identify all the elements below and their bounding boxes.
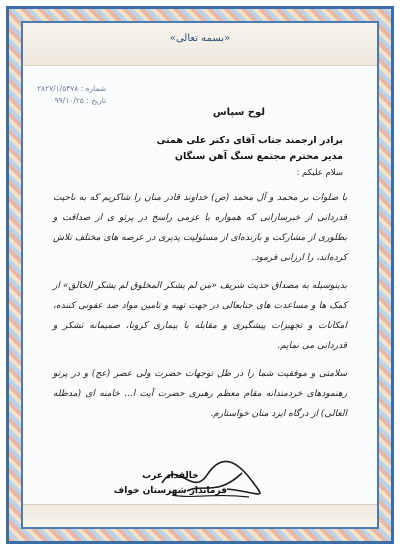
- footer-ornament: [23, 504, 377, 527]
- body-paragraph: با صلوات بر محمد و آل محمد (ص) خداوند قادر منان را شاکریم که به ناحیت قدردانی از خبرسازانی که همواره با عزمی راسخ در پرتو ی از صداقت و بطلوری از مشارکت و بازنده‌ای از مسئولیت پذیری در عرصه های مختلف تلاش کرده‌اند، را ارزانی فرمود.: [53, 193, 347, 263]
- invocation-heading: «بسمه تعالی»: [169, 33, 231, 44]
- body-paragraph: سلامتی و موفقیت شما را در ظل توجهات حضرت ولی عصر (عج) و در پرتو رهنمودهای خردمندانه مقام معظم رهبری حضرت آیت ا... خامنه ای (مدظله العالی) از درگاه ایزد منان خواستارم.: [53, 369, 347, 419]
- letter-date: تاریخ : ۹۹/۱۰/۲۵: [54, 96, 107, 105]
- signer-title: فرماندار شهرستان خواف: [113, 486, 227, 496]
- greeting: سلام علیکم :: [296, 168, 343, 178]
- header-ornament: [23, 23, 377, 66]
- signature-block: [114, 469, 227, 499]
- signer-name: خالقداد عرب: [142, 471, 199, 481]
- letter-title: لوح سپاس: [212, 107, 265, 118]
- recipient-block: [157, 133, 343, 165]
- decorative-border: [6, 6, 394, 544]
- recipient-name: برادر ارجمند جناب آقای دکتر علی همتی: [156, 135, 343, 146]
- letter-meta: [37, 83, 106, 107]
- letter-body: [53, 188, 347, 432]
- letter-page: [21, 21, 379, 529]
- recipient-position: مدیر محترم مجتمع سنگ آهن سنگان: [174, 151, 343, 162]
- body-paragraph: بدینوسیله به مصداق حدیث شریف «من لم یشکر المخلوق لم یشکر الخالق» از کمک ها و مساعدت های جنابعالی در جهت تهیه و تامین مواد ضد عفونی کننده، امکانات و تجهیزات پیشگیری و مقابله با بیماری کرونا، صمیمانه تشکر و قدردانی می نمایم.: [53, 281, 347, 351]
- letter-number: شماره : ۲۸۲۷/۱/۵۴۷۸: [37, 84, 107, 93]
